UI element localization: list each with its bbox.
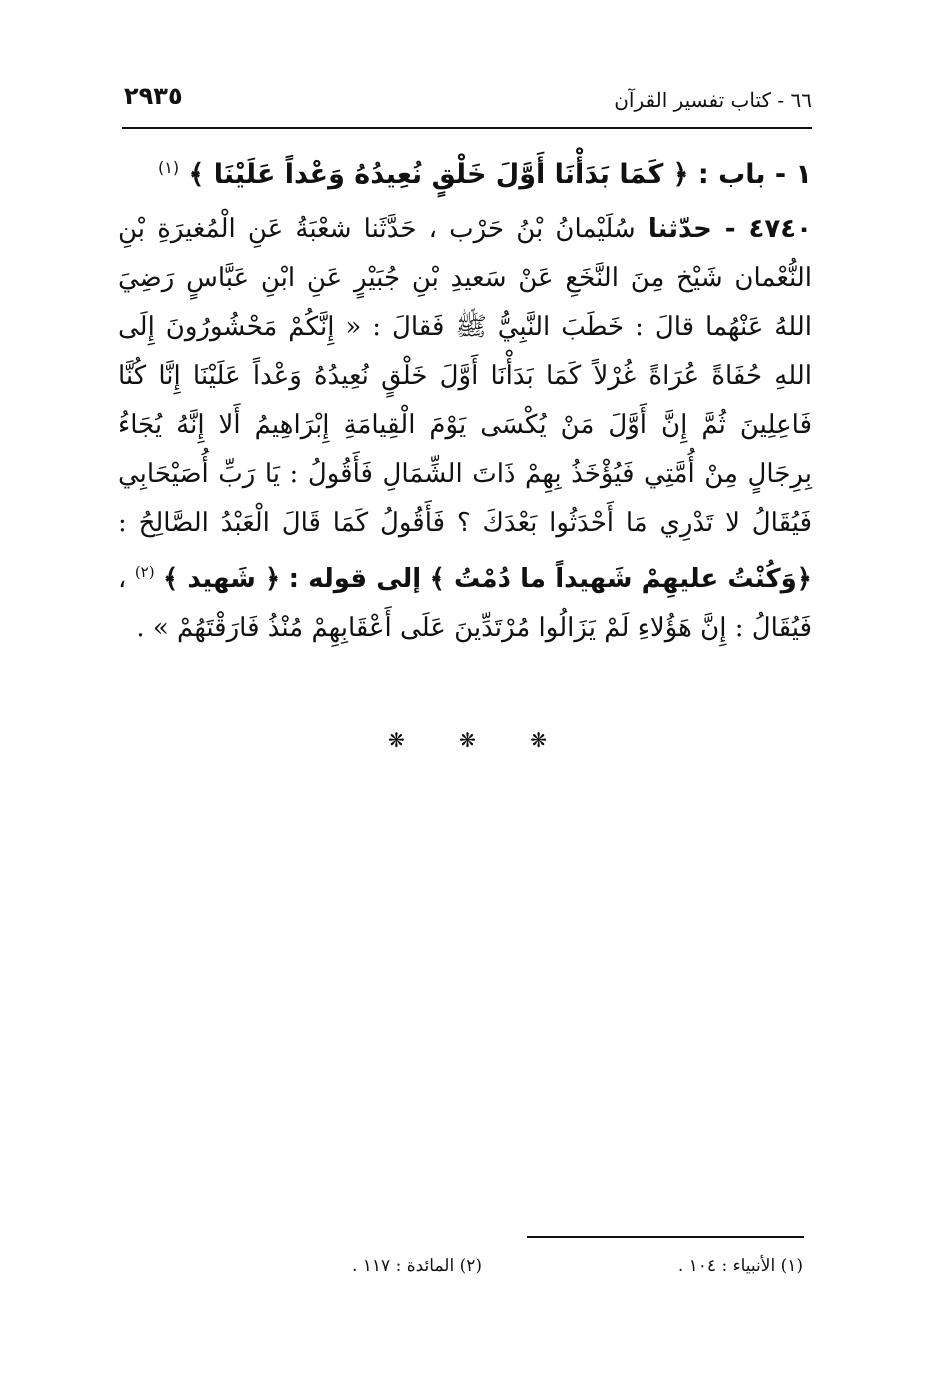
header-rule: [122, 127, 812, 129]
hadith-body-part2: ، فَيُقَالُ : إِنَّ هَؤُلاءِ لَمْ يَزَالُوا مُرْتَدِّينَ عَلَى أَعْقَابِهِمْ مُنْذُ فَارَقْتَهُمْ » .: [118, 564, 812, 643]
footnote-1: (١) الأنبياء : ١٠٤ .: [677, 1256, 803, 1276]
page-header: [120, 82, 812, 122]
chapter-heading-text: ١ - باب : ﴿ كَمَا بَدَأْنَا أَوَّلَ خَلْقٍ نُعِيدُهُ وَعْداً عَلَيْنَا ﴾: [188, 159, 812, 190]
verse-quote: ﴿وَكُنْتُ عليهِمْ شَهيداً ما دُمْتُ ﴾: [429, 564, 813, 594]
verse-connector: إلى قوله :: [288, 564, 422, 594]
hadith-body-part1: سُلَيْمانُ بْنُ حَرْب ، حَدَّثَنا شعْبَةُ عَنِ الْمُغيرَةِ بْنِ النُّعْمان شَيْخ مِنَ النَّخَعِ عَنْ سَعيدِ بْنِ جُبَيْرٍ عَنِ ابْنِ عَبَّاسٍ رَضِيَ اللهُ عَنْهُما قالَ : خَطَبَ النَّبِيُّ ﷺ فَقالَ : « إِنَّكُمْ مَحْشُورُونَ إِلَى اللهِ حُفَاةً عُرَاةً غُرْلاً كَمَا بَدَأْنَا أَوَّلَ خَلْقٍ نُعِيدُهُ وَعْداً عَلَيْنَا إِنَّا كُنَّا فَاعِلِينَ ثُمَّ إِنَّ أَوَّلَ مَنْ يُكْسَى يَوْمَ الْقِيامَةِ إِبْرَاهِيمُ أَلا إِنَّهُ يُجَاءُ بِرِجَالٍ مِنْ أُمَّتِي فَيُؤْخَذُ بِهِمْ ذَاتَ الشِّمَالِ فَأَقُولُ : يَا رَبِّ أُصَيْحَابِي فَيُقَالُ لا تَدْرِي مَا أَحْدَثُوا بَعْدَكَ ؟ فَأَقُولُ كَمَا قَالَ الْعَبْدُ الصَّالِحُ :: [118, 214, 812, 538]
page-number: ٢٩٣٥: [124, 82, 183, 110]
verse-footnote-marker: (٢): [134, 563, 155, 581]
hadith-text: [118, 205, 812, 653]
verse-end: ﴿ شَهيد ﴾: [163, 564, 281, 594]
ornament-star-icon: ❋: [387, 728, 405, 752]
footnote-rule: [527, 1236, 804, 1238]
running-title: ٦٦ - كتاب تفسير القرآن: [614, 88, 812, 112]
ornament-star-icon: ❋: [530, 728, 547, 752]
chapter-footnote-marker: (١): [158, 158, 180, 177]
section-divider: [0, 728, 935, 752]
ornament-star-icon: ❋: [459, 728, 476, 752]
hadith-number: ٤٧٤٠ - حدّثنا: [647, 214, 813, 244]
footnote-2: (٢) المائدة : ١١٧ .: [351, 1256, 482, 1276]
chapter-heading: [150, 146, 812, 197]
